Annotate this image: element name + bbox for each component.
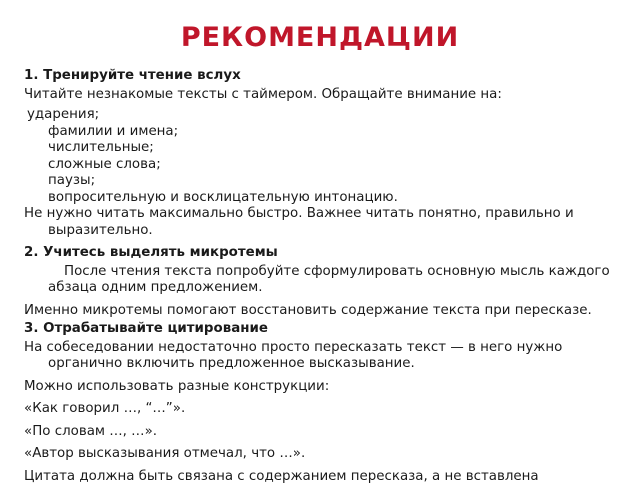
section-2-heading: 2. Учитесь выделять микротемы: [24, 245, 278, 260]
section-3-text-1: На собеседовании недостаточно просто пересказать текст — в него нужно органично включить предложенное высказывание.: [24, 339, 563, 371]
example-item: «По словам …, …».: [24, 423, 158, 439]
example-item: «Автор высказывания отмечал, что …».: [24, 446, 306, 461]
list-item: числительные;: [48, 140, 154, 155]
list-item: ударения;: [27, 107, 100, 122]
section-1-heading: 1. Тренируйте чтение вслух: [24, 68, 241, 83]
section-2-text-1: [24, 264, 630, 297]
list-item: паузы;: [48, 173, 96, 188]
section-2-text-1-content: После чтения текста попробуйте сформулировать основную мысль каждого абзаца одним предложением.: [48, 263, 610, 295]
list-item: вопросительную и восклицательную интонацию.: [48, 189, 398, 205]
section-3-text-3: Цитата должна быть связана с содержанием пересказа, а не вставлена: [24, 468, 539, 484]
list-item: сложные слова;: [48, 156, 161, 172]
section-1-note: Не нужно читать максимально быстро. Важнее читать понятно, правильно и выразительно.: [24, 206, 574, 238]
section-1-list: [24, 107, 630, 206]
example-item: «Как говорил …, “…”».: [24, 401, 186, 416]
section-1-intro: Читайте незнакомые тексты с таймером. Обращайте внимание на:: [24, 86, 502, 102]
page-title: РЕКОМЕНДАЦИИ: [180, 22, 460, 53]
section-3-text-2: Можно использовать разные конструкции:: [24, 378, 330, 394]
section-2-text-2: Именно микротемы помогают восстановить содержание текста при пересказе.: [24, 302, 592, 318]
list-item: фамилии и имена;: [48, 123, 179, 139]
recommendations-body: [24, 68, 630, 487]
section-3-heading: 3. Отрабатывайте цитирование: [24, 321, 268, 336]
